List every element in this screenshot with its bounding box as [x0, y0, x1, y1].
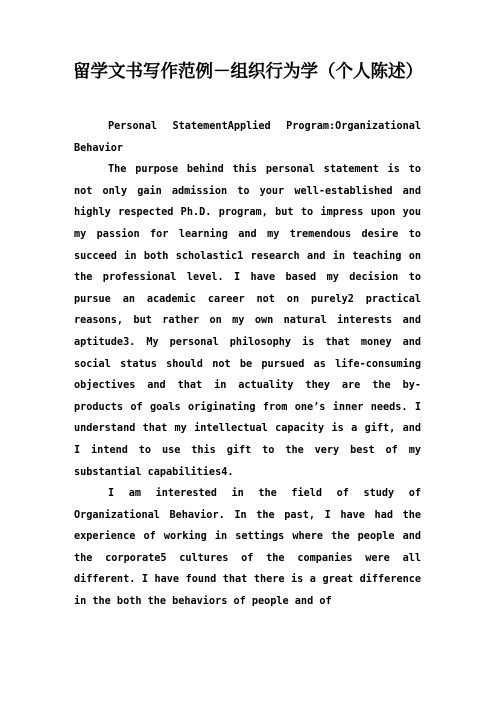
heading-statement-applied: StatementApplied [172, 121, 271, 132]
heading-personal: Personal [108, 121, 158, 132]
paragraph-2: I am interested in the field of study of Organizational Behavior. In the past, I have had the experience of working in settings where the people and the corporate5 cultures of the companies were all different. I have found that there is a great difference in the both the behaviors of people and of [74, 488, 421, 608]
document-title: 留学文书写作范例－组织行为学（个人陈述） [73, 62, 423, 82]
heading-program: Program:Organizational [286, 121, 421, 132]
document-body [74, 116, 421, 613]
statement-heading [74, 116, 421, 138]
heading-behavior: Behavior [74, 142, 124, 154]
paragraph-1: The purpose behind this personal statement is to not only gain admission to your well-established and highly respected Ph.D. program, but to impress upon you my passion for learning and my tremendous desire to succeed in both scholastic1 research and in teaching on the professional level. I have based my decision to pursue an academic career not on purely2 practical reasons, but rather on my own natural interests and aptitude3. My personal philosophy is that money and social status should not be pursued as life-consuming objectives and that in actuality they are the by-products of goals originating from one’s inner needs. I understand that my intellectual capacity is a gift, and I intend to use this gift to the very best of my substantial capabilities4. [74, 164, 421, 478]
